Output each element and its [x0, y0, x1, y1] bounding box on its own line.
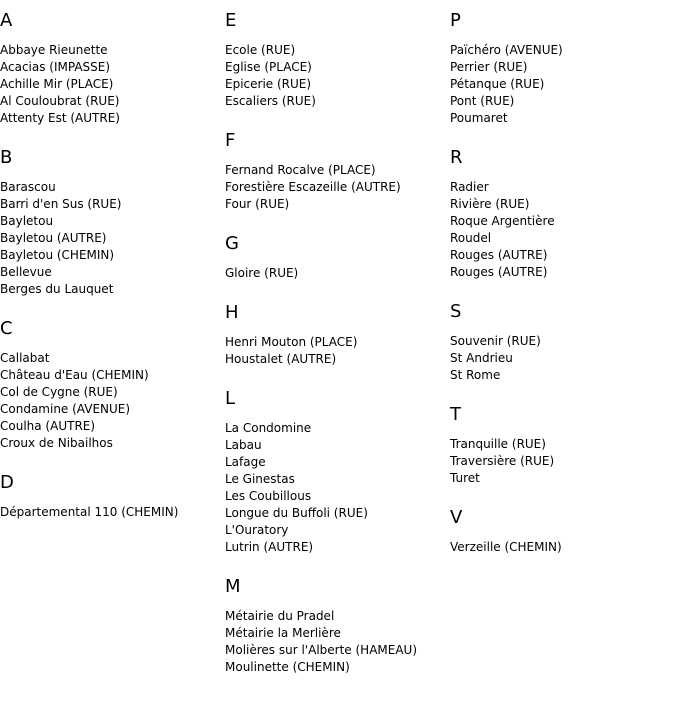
- street-item: Eglise (PLACE): [225, 60, 312, 74]
- street-item: Escaliers (RUE): [225, 94, 316, 108]
- letter-heading: E: [225, 10, 237, 31]
- letter-heading: V: [450, 507, 463, 528]
- street-list: [450, 179, 675, 281]
- street-item: Château d'Eau (CHEMIN): [0, 368, 149, 382]
- street-list: [225, 265, 450, 282]
- street-list: [450, 539, 675, 556]
- street-item: Acacias (IMPASSE): [0, 60, 111, 74]
- street-item: Fernand Rocalve (PLACE): [225, 163, 376, 177]
- street-item: Radier: [450, 180, 489, 194]
- street-item: Turet: [450, 471, 480, 485]
- street-item: Roque Argentière: [450, 214, 555, 228]
- letter-group: [225, 130, 450, 213]
- letter-group: [225, 302, 450, 368]
- letter-group: [450, 404, 675, 487]
- street-item: Pont (RUE): [450, 94, 515, 108]
- street-item: Bayletou (CHEMIN): [0, 248, 115, 262]
- street-item: Tranquille (RUE): [450, 437, 546, 451]
- street-item: Rouges (AUTRE): [450, 265, 548, 279]
- street-item: Bayletou (AUTRE): [0, 231, 107, 245]
- letter-heading: G: [225, 233, 239, 254]
- street-list: [225, 334, 450, 368]
- street-item: Abbaye Rieunette: [0, 43, 108, 57]
- street-list: [225, 42, 450, 110]
- street-item: Four (RUE): [225, 197, 290, 211]
- street-item: Perrier (RUE): [450, 60, 528, 74]
- street-item: Achille Mir (PLACE): [0, 77, 114, 91]
- street-item: Col de Cygne (RUE): [0, 385, 118, 399]
- letter-group: [0, 318, 225, 452]
- letter-heading: D: [0, 472, 14, 493]
- street-item: St Andrieu: [450, 351, 513, 365]
- letter-group: [225, 388, 450, 556]
- letter-group: [450, 147, 675, 281]
- street-item: Souvenir (RUE): [450, 334, 541, 348]
- street-item: Attenty Est (AUTRE): [0, 111, 120, 125]
- street-item: Païchéro (AVENUE): [450, 43, 563, 57]
- letter-group: [450, 507, 675, 556]
- street-list: [450, 42, 675, 127]
- street-list: [0, 42, 225, 127]
- street-item: Molières sur l'Alberte (HAMEAU): [225, 643, 418, 657]
- letter-group: [0, 147, 225, 298]
- letter-heading: S: [450, 301, 462, 322]
- street-item: Pétanque (RUE): [450, 77, 545, 91]
- letter-group: [0, 472, 225, 521]
- street-item: Bayletou: [0, 214, 54, 228]
- street-list: [450, 436, 675, 487]
- street-item: Forestière Escazeille (AUTRE): [225, 180, 401, 194]
- letter-heading: H: [225, 302, 239, 323]
- street-item: Coulha (AUTRE): [0, 419, 96, 433]
- street-item: Verzeille (CHEMIN): [450, 540, 562, 554]
- street-list: [0, 504, 225, 521]
- letter-group: [225, 576, 450, 676]
- letter-group: [225, 10, 450, 110]
- street-item: Le Ginestas: [225, 472, 295, 486]
- street-item: Berges du Lauquet: [0, 282, 114, 296]
- letter-group: [450, 301, 675, 384]
- street-item: Epicerie (RUE): [225, 77, 312, 91]
- letter-heading: F: [225, 130, 236, 151]
- letter-heading: C: [0, 318, 13, 339]
- street-item: Rouges (AUTRE): [450, 248, 548, 262]
- street-item: Rivière (RUE): [450, 197, 530, 211]
- street-item: Métairie la Merlière: [225, 626, 341, 640]
- letter-heading: R: [450, 147, 463, 168]
- street-item: Labau: [225, 438, 262, 452]
- letter-group: [225, 233, 450, 282]
- letter-heading: B: [0, 147, 13, 168]
- street-item: Départemental 110 (CHEMIN): [0, 505, 179, 519]
- street-item: Condamine (AVENUE): [0, 402, 131, 416]
- street-list: [0, 350, 225, 452]
- street-item: L'Ouratory: [225, 523, 289, 537]
- street-item: Barri d'en Sus (RUE): [0, 197, 122, 211]
- street-list: [225, 420, 450, 556]
- street-item: Al Couloubrat (RUE): [0, 94, 120, 108]
- street-item: Poumaret: [450, 111, 508, 125]
- street-item: Barascou: [0, 180, 56, 194]
- street-item: Traversière (RUE): [450, 454, 555, 468]
- street-list: [225, 608, 450, 676]
- letter-heading: A: [0, 10, 13, 31]
- street-item: Houstalet (AUTRE): [225, 352, 337, 366]
- street-item: Les Coubillous: [225, 489, 312, 503]
- street-list: [225, 162, 450, 213]
- letter-heading: L: [225, 388, 236, 409]
- index-column-1: [0, 10, 225, 541]
- letter-group: [450, 10, 675, 127]
- index-column-3: [450, 10, 675, 576]
- street-item: Moulinette (CHEMIN): [225, 660, 350, 674]
- letter-heading: T: [450, 404, 461, 425]
- street-item: Henri Mouton (PLACE): [225, 335, 358, 349]
- letter-group: [0, 10, 225, 127]
- street-item: Longue du Buffoli (RUE): [225, 506, 368, 520]
- street-list: [0, 179, 225, 298]
- letter-heading: P: [450, 10, 461, 31]
- letter-heading: M: [225, 576, 241, 597]
- street-item: Callabat: [0, 351, 50, 365]
- street-item: La Condomine: [225, 421, 312, 435]
- street-item: Roudel: [450, 231, 492, 245]
- index-column-2: [225, 10, 450, 696]
- street-item: Ecole (RUE): [225, 43, 296, 57]
- street-list: [450, 333, 675, 384]
- street-item: St Rome: [450, 368, 501, 382]
- street-item: Bellevue: [0, 265, 52, 279]
- street-item: Gloire (RUE): [225, 266, 299, 280]
- street-item: Lafage: [225, 455, 266, 469]
- street-item: Croux de Nibailhos: [0, 436, 113, 450]
- street-item: Lutrin (AUTRE): [225, 540, 314, 554]
- street-item: Métairie du Pradel: [225, 609, 335, 623]
